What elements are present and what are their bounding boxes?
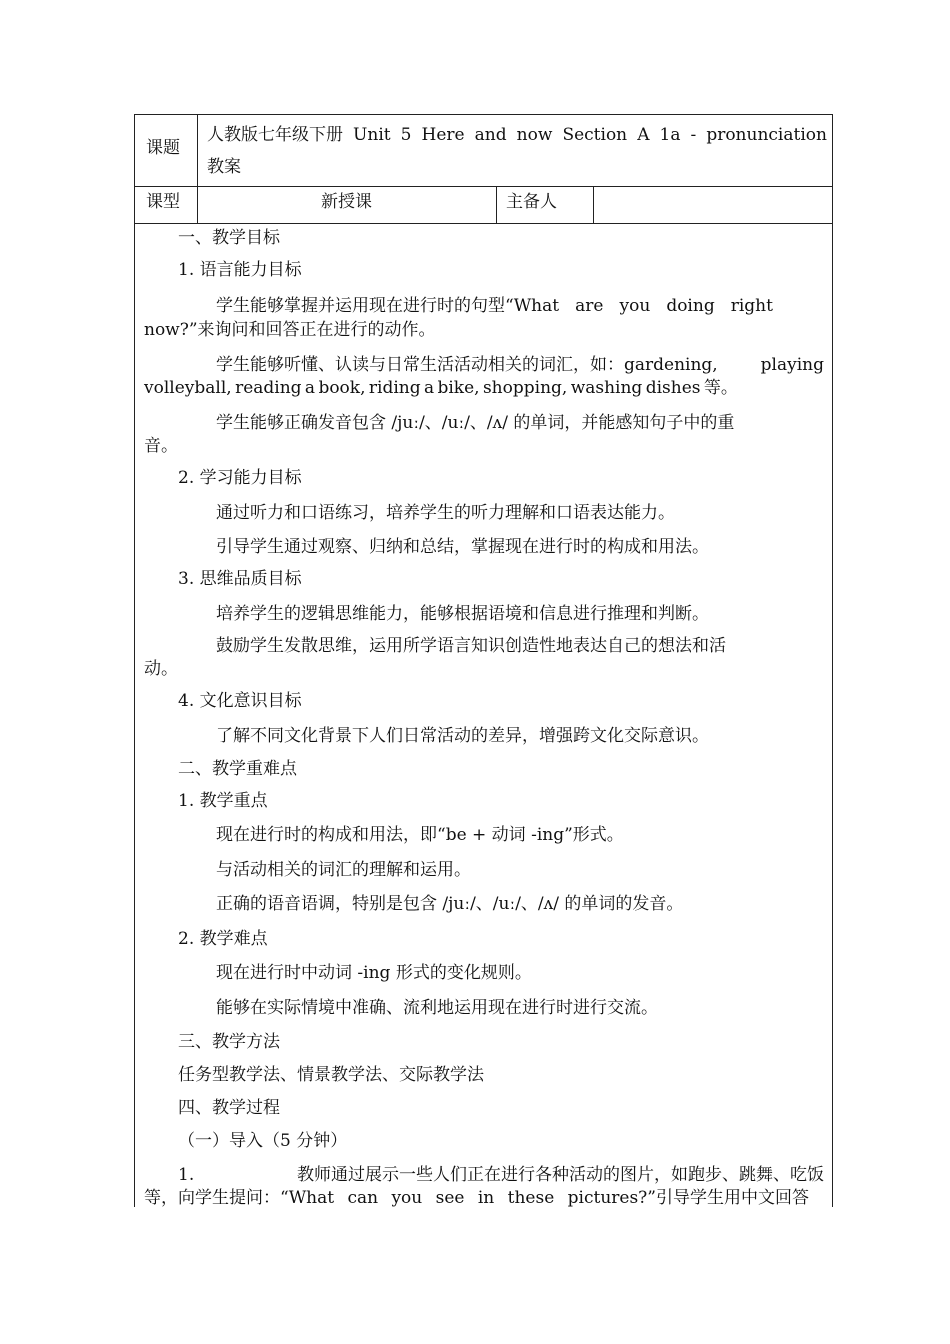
word: these <box>507 1188 555 1208</box>
type-value: 新授课 <box>321 192 372 212</box>
word: bike, <box>437 378 480 398</box>
section-heading: 一、教学目标 <box>178 228 280 248</box>
subsection-heading: 3. 思维品质目标 <box>178 569 302 589</box>
word: a <box>304 378 316 398</box>
word: a <box>423 378 435 398</box>
type-row <box>135 186 832 224</box>
word: Section <box>562 125 628 145</box>
topic-line-2: 教案 <box>207 157 241 177</box>
word: dishes <box>645 378 701 398</box>
word: 教师通过展示一些人们正在进行各种活动的图片，如跑步、跳舞、吃饭 <box>297 1165 824 1185</box>
word: and <box>474 125 507 145</box>
paragraph-line: 音。 <box>144 436 178 456</box>
word: - <box>690 125 697 145</box>
word: you <box>391 1188 423 1208</box>
paragraph-line: 正确的语音语调，特别是包含 /juː/、/uː/、/ʌ/ 的单词的发音。 <box>216 894 684 914</box>
word: are <box>575 296 604 316</box>
paragraph-line <box>216 294 773 318</box>
word: 人教版七年级下册 <box>207 125 343 145</box>
word: see <box>435 1188 465 1208</box>
topic-line-1 <box>207 119 827 151</box>
word: now <box>516 125 553 145</box>
word: 5 <box>400 125 412 145</box>
word: pictures?”引导学生用中文回答 <box>567 1188 809 1208</box>
paragraph-line: 能够在实际情境中准确、流利地运用现在进行时进行交流。 <box>216 998 658 1018</box>
subsection-heading: 2. 学习能力目标 <box>178 468 302 488</box>
paragraph-line <box>178 1163 824 1187</box>
word: book, <box>318 378 366 398</box>
paragraph-line <box>144 376 738 400</box>
word: riding <box>368 378 421 398</box>
word: volleyball, <box>144 378 232 398</box>
preparer-label: 主备人 <box>506 192 557 212</box>
paragraph-line <box>144 1186 809 1210</box>
subsection-heading: 4. 文化意识目标 <box>178 691 302 711</box>
word: playing <box>760 355 824 375</box>
paragraph-line: 引导学生通过观察、归纳和总结，掌握现在进行时的构成和用法。 <box>216 537 709 557</box>
topic-value <box>207 119 827 183</box>
paragraph-line: 通过听力和口语练习，培养学生的听力理解和口语表达能力。 <box>216 503 675 523</box>
paragraph-line: 了解不同文化背景下人们日常活动的差异，增强跨文化交际意识。 <box>216 726 709 746</box>
lesson-plan-table <box>134 114 833 1207</box>
word: Unit <box>353 125 391 145</box>
paragraph-line: 现在进行时中动词 -ing 形式的变化规则。 <box>216 963 532 983</box>
word: A <box>637 125 650 145</box>
word: 1a <box>659 125 681 145</box>
paragraph-line: 学生能够正确发音包含 /juː/、/uː/、/ʌ/ 的单词，并能感知句子中的重 <box>216 413 735 433</box>
subsection-heading: 2. 教学难点 <box>178 929 268 949</box>
section-heading: 二、教学重难点 <box>178 759 297 779</box>
title-row <box>135 115 832 187</box>
paragraph-line: now?”来询问和回答正在进行的动作。 <box>144 320 436 340</box>
word: washing <box>570 378 643 398</box>
word: Here <box>421 125 465 145</box>
word: 1. <box>178 1165 195 1185</box>
word: doing <box>666 296 715 316</box>
paragraph-line: 任务型教学法、情景教学法、交际教学法 <box>178 1065 484 1085</box>
word: in <box>477 1188 495 1208</box>
paragraph-line: 培养学生的逻辑思维能力，能够根据语境和信息进行推理和判断。 <box>216 604 709 624</box>
subsection-heading: （一）导入（5 分钟） <box>178 1131 348 1151</box>
column-divider <box>197 115 198 186</box>
word: reading <box>235 378 302 398</box>
word: pronunciation <box>706 125 827 145</box>
paragraph-line: 动。 <box>144 659 178 679</box>
section-heading: 四、教学过程 <box>178 1098 280 1118</box>
word: you <box>619 296 651 316</box>
column-divider <box>496 186 497 223</box>
subsection-heading: 1. 教学重点 <box>178 791 268 811</box>
paragraph-line: 现在进行时的构成和用法，即“be + 动词 -ing”形式。 <box>216 825 624 845</box>
subsection-heading: 1. 语言能力目标 <box>178 260 302 280</box>
word: can <box>347 1188 379 1208</box>
word: 学生能够听懂、认读与日常生活活动相关的词汇，如：gardening, <box>216 355 718 375</box>
topic-label: 课题 <box>146 138 180 158</box>
paragraph-line: 鼓励学生发散思维，运用所学语言知识创造性地表达自己的想法和活 <box>216 636 726 656</box>
word: 学生能够掌握并运用现在进行时的句型“What <box>216 296 560 316</box>
type-label: 课型 <box>146 192 180 212</box>
paragraph-line: 与活动相关的词汇的理解和运用。 <box>216 860 471 880</box>
column-divider <box>593 186 594 223</box>
word: shopping, <box>482 378 568 398</box>
word: 等。 <box>703 378 738 398</box>
word: right <box>730 296 773 316</box>
section-heading: 三、教学方法 <box>178 1032 280 1052</box>
word: 等，向学生提问：“What <box>144 1188 335 1208</box>
paragraph-line <box>216 353 824 377</box>
